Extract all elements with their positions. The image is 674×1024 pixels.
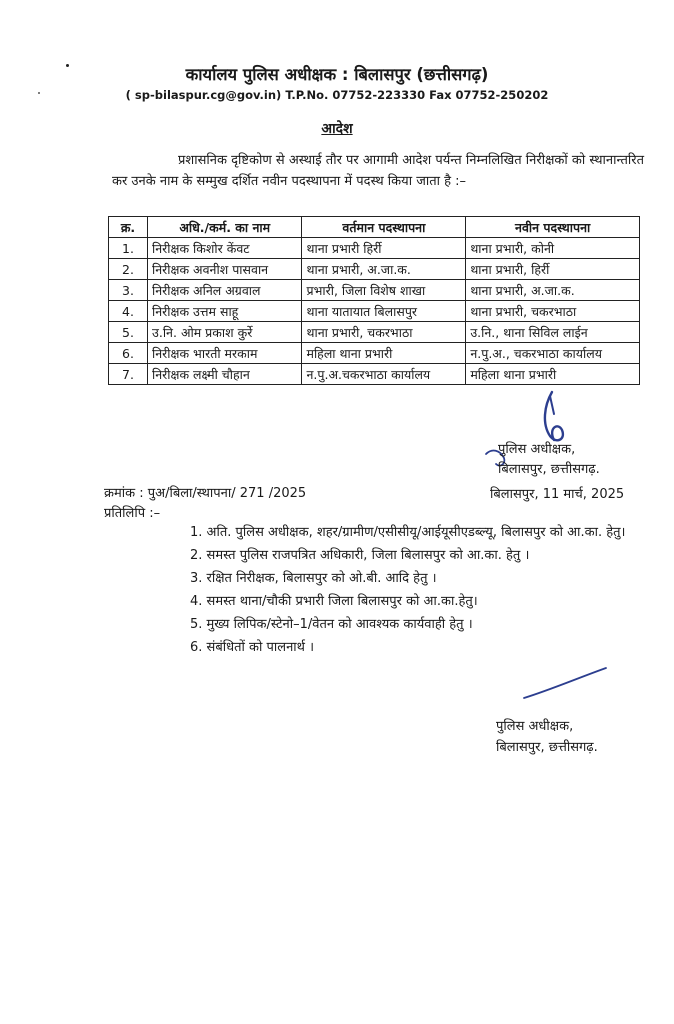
table-row [109, 238, 640, 259]
copy-label: प्रतिलिपि :– [104, 506, 161, 521]
new-posting-cell: उ.नि., थाना सिविल लाईन [466, 322, 640, 343]
current-posting-cell: थाना यातायात बिलासपुर [302, 301, 466, 322]
column-header: वर्तमान पदस्थापना [302, 217, 466, 238]
serial-cell: 6. [109, 343, 148, 364]
column-header: अधि./कर्म. का नाम [148, 217, 302, 238]
new-posting-cell: थाना प्रभारी, अ.जा.क. [466, 280, 640, 301]
list-item: 4. समस्त थाना/चौकी प्रभारी जिला बिलासपुर को आ.का.हेतु। [190, 594, 478, 609]
intro-paragraph: प्रशासनिक दृष्टिकोण से अस्थाई तौर पर आगामी आदेश पर्यन्त निम्नलिखित निरीक्षकों को स्थानान्तरित कर उनके नाम के सम्मुख दर्शित नवीन पदस्थापना में पदस्थ किया जाता है :– [112, 153, 644, 189]
name-cell: निरीक्षक भारती मरकाम [148, 343, 302, 364]
order-heading: आदेश [321, 121, 353, 137]
table-row [109, 322, 640, 343]
order-number: क्रमांक : पुअ/बिला/स्थापना/ 271 /2025 [104, 486, 307, 501]
name-cell: निरीक्षक लक्ष्मी चौहान [148, 364, 302, 385]
list-item: 1. अति. पुलिस अधीक्षक, शहर/ग्रामीण/एसीसीयू/आईयूसीएडब्ल्यू, बिलासपुर को आ.का. हेतु। [190, 525, 626, 540]
list-item: 5. मुख्य लिपिक/स्टेनो–1/वेतन को आवश्यक कार्यवाही हेतु । [190, 617, 473, 632]
list-item: 6. संबंधितों को पालनार्थ । [190, 640, 315, 655]
table-row [109, 259, 640, 280]
serial-cell: 7. [109, 364, 148, 385]
name-cell: निरीक्षक उत्तम साहू [148, 301, 302, 322]
name-cell: उ.नि. ओम प्रकाश कुर्रे [148, 322, 302, 343]
current-posting-cell: न.पु.अ.चकरभाठा कार्यालय [302, 364, 466, 385]
current-posting-cell: प्रभारी, जिला विशेष शाखा [302, 280, 466, 301]
signature-block-2 [496, 716, 598, 758]
new-posting-cell: थाना प्रभारी, हिर्री [466, 259, 640, 280]
serial-cell: 5. [109, 322, 148, 343]
serial-cell: 4. [109, 301, 148, 322]
designation-line: पुलिस अधीक्षक, [498, 442, 576, 457]
table-row [109, 280, 640, 301]
location-line: बिलासपुर, छत्तीसगढ़. [496, 740, 598, 755]
designation-line: पुलिस अधीक्षक, [496, 719, 574, 734]
column-header: नवीन पदस्थापना [466, 217, 640, 238]
signature-block-1 [498, 440, 600, 480]
order-date: बिलासपुर, 11 मार्च, 2025 [490, 487, 625, 502]
current-posting-cell: महिला थाना प्रभारी [302, 343, 466, 364]
contact-line: ( sp-bilaspur.cg@gov.in) T.P.No. 07752-223330 Fax 07752-250202 [125, 88, 549, 102]
table-row [109, 364, 640, 385]
new-posting-cell: थाना प्रभारी, चकरभाठा [466, 301, 640, 322]
new-posting-cell: न.पु.अ., चकरभाठा कार्यालय [466, 343, 640, 364]
reference-block [104, 484, 306, 524]
signature-2 [520, 664, 610, 704]
serial-cell: 1. [109, 238, 148, 259]
current-posting-cell: थाना प्रभारी हिर्री [302, 238, 466, 259]
copy-list [190, 522, 640, 660]
location-line: बिलासपुर, छत्तीसगढ़. [498, 462, 600, 477]
name-cell: निरीक्षक अनिल अग्रवाल [148, 280, 302, 301]
new-posting-cell: थाना प्रभारी, कोनी [466, 238, 640, 259]
transfer-table [108, 216, 640, 385]
serial-cell: 3. [109, 280, 148, 301]
name-cell: निरीक्षक किशोर केंवट [148, 238, 302, 259]
table-header-row [109, 217, 640, 238]
office-title: कार्यालय पुलिस अधीक्षक : बिलासपुर (छत्तीसगढ़) [185, 65, 489, 84]
serial-cell: 2. [109, 259, 148, 280]
list-item: 2. समस्त पुलिस राजपत्रित अधिकारी, जिला बिलासपुर को आ.का. हेतु । [190, 548, 530, 563]
column-header: क्र. [109, 217, 148, 238]
table-row [109, 343, 640, 364]
new-posting-cell: महिला थाना प्रभारी [466, 364, 640, 385]
list-item: 3. रक्षित निरीक्षक, बिलासपुर को ओ.बी. आदि हेतु । [190, 571, 437, 586]
current-posting-cell: थाना प्रभारी, अ.जा.क. [302, 259, 466, 280]
name-cell: निरीक्षक अवनीश पासवान [148, 259, 302, 280]
table-row [109, 301, 640, 322]
current-posting-cell: थाना प्रभारी, चकरभाठा [302, 322, 466, 343]
